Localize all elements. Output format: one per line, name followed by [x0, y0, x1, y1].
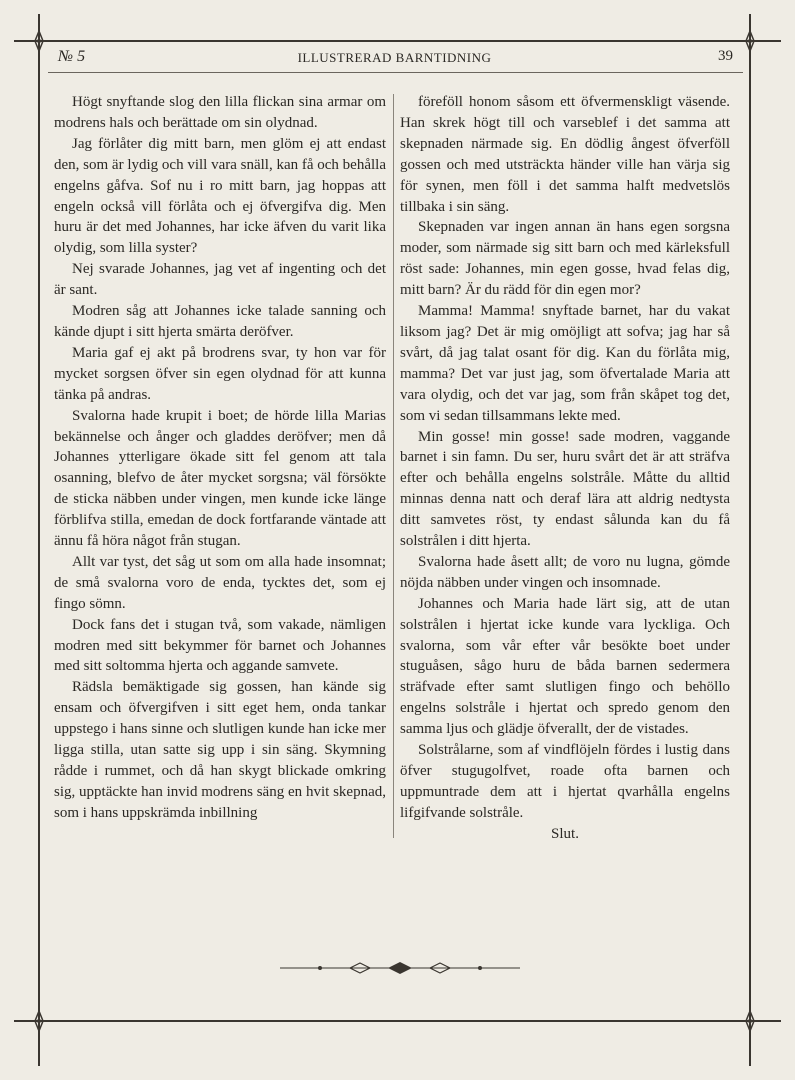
paragraph: Dock fans det i stugan två, som vakade, nämligen modren med sitt bekymmer för barnet och Johannes med sitt soltomma hjerta och aggande samvete.: [54, 616, 386, 675]
frame-right-border: [749, 14, 751, 1066]
page-header: [52, 46, 737, 70]
paragraph: Maria gaf ej akt på brodrens svar, ty hon var för mycket sorgsen öfver sin egen olydnad för att kunna tänka på andras.: [54, 344, 386, 403]
corner-ornament-icon: [739, 30, 761, 52]
page-number: 39: [718, 48, 733, 64]
paragraph: Allt var tyst, det såg ut som om alla hade insomnat; de små svalorna voro de enda, tycktes det, som ej fingo sömn.: [54, 553, 386, 612]
paragraph: Högt snyftande slog den lilla flickan sina armar om modrens hals och berättade om sin olydnad.: [54, 94, 386, 131]
issue-number: № 5: [58, 48, 86, 65]
paragraph: föreföll honom såsom ett öfvermenskligt väsende. Han skrek högt till och varseblef i det samma att skepnaden närmade sig. En dödlig ångest öfverföll gossen och med utsträckta händer ville han värja sig för synen, men föll i det samma halft medvetslös tillbaka i sin säng.: [400, 94, 730, 215]
paragraph: Mamma! Mamma! snyftade barnet, har du vakat liksom jag? Det är mig omöjligt att sofva; jag har så svårt, då jag talat osant för dig. Kan du förlåta mig, mamma? Det var just jag, som öfvertalade Maria att vara olydig, och det var jag, som från skåpet tog det, som vi sedan tillsammans lekte med.: [400, 303, 730, 424]
right-column: [400, 92, 730, 845]
paragraph: Svalorna hade åsett allt; de voro nu lugna, gömde nöjda näbben under vingen och insomnade.: [400, 553, 730, 591]
end-signature: Slut.: [551, 825, 579, 842]
left-column: [54, 92, 386, 824]
corner-ornament-icon: [28, 30, 50, 52]
corner-ornament-icon: [739, 1010, 761, 1032]
corner-ornament-icon: [28, 1010, 50, 1032]
paragraph: Nej svarade Johannes, jag vet af ingenting och det är sant.: [54, 261, 386, 299]
paragraph: Solstrålarne, som af vindflöjeln fördes i lustig dans öfver stugugolfvet, roade ofta barnen och uppmuntrade dem att i hjertat qvarhålla engelns lifgifvande solstråle.: [400, 742, 730, 821]
paragraph: Modren såg att Johannes icke talade sanning och kände djupt i sitt hjerta smärta deröfver.: [54, 303, 386, 340]
header-rule: [48, 72, 743, 73]
frame-bottom-border: [14, 1020, 781, 1022]
paragraph: Johannes och Maria hade lärt sig, att de utan solstrålen i hjertat icke kunde vara lyckliga. Och svalorna, som vår efter vår besökte boet under stuguåsen, sågo huru de båda barnen sedermera sträfvade efter samt slutligen fingo och behöllo engelns solstråle i hjertat och spredo genom den samma ljus och glädje öfverallt, der de vistades.: [400, 595, 730, 738]
publication-title: ILLUSTRERAD BARNTIDNING: [297, 50, 492, 65]
frame-left-border: [38, 14, 40, 1066]
paragraph: Min gosse! min gosse! sade modren, vaggande barnet i sin famn. Du ser, huru svårt det är att sträfva efter och behålla engelns solstråle. Måtte du alltid minnas denna natt och deraf lära att aldrig nedtysta ditt samvetes röst, ty endast sålunda kan du få solstrålen i ditt hjerta.: [400, 428, 730, 550]
paragraph: Rädsla bemäktigade sig gossen, han kände sig ensam och öfvergifven i sitt eget hem, onda tankar uppstego i hans sinne och slutligen kunde han icke mer ligga stilla, utan satte sig upp i sin säng. Skymning rådde i rummet, och då han skygt blickade omkring sig, upptäckte han invid modrens säng en hvit skepnad, som i hans uppskrämda inbillning: [54, 679, 386, 821]
paragraph: Jag förlåter dig mitt barn, men glöm ej att endast den, som är lydig och vill vara snäll, kan få och behålla engelns gåfva. Sof nu i ro mitt barn, jag hoppas att engeln också vill förlåta och ej öfvergifva dig. Men huru är det med Johannes, har icke äfven du varit lika olydig, som lilla syster?: [54, 135, 386, 257]
paragraph: Skepnaden var ingen annan än hans egen sorgsna moder, som närmade sig sitt barn och med kärleksfull röst sade: Johannes, min egen gosse, hvad felas dig, mitt barn? Är du rädd för din egen mor?: [400, 219, 730, 299]
frame-top-border: [14, 40, 781, 42]
end-ornament-icon: [280, 960, 520, 976]
paragraph: Svalorna hade krupit i boet; de hörde lilla Marias bekännelse och ånger och gladdes deröfver; men då Johannes ytterligare ökade sitt fel genom att tala osanning, blefvo de åter mycket sorgsna; väl försökte de sticka näbben under vingen, men kunde icke länge förblifva stilla, emedan de dock fortfarande väntade att ännu få höra något från stugan.: [54, 407, 386, 550]
